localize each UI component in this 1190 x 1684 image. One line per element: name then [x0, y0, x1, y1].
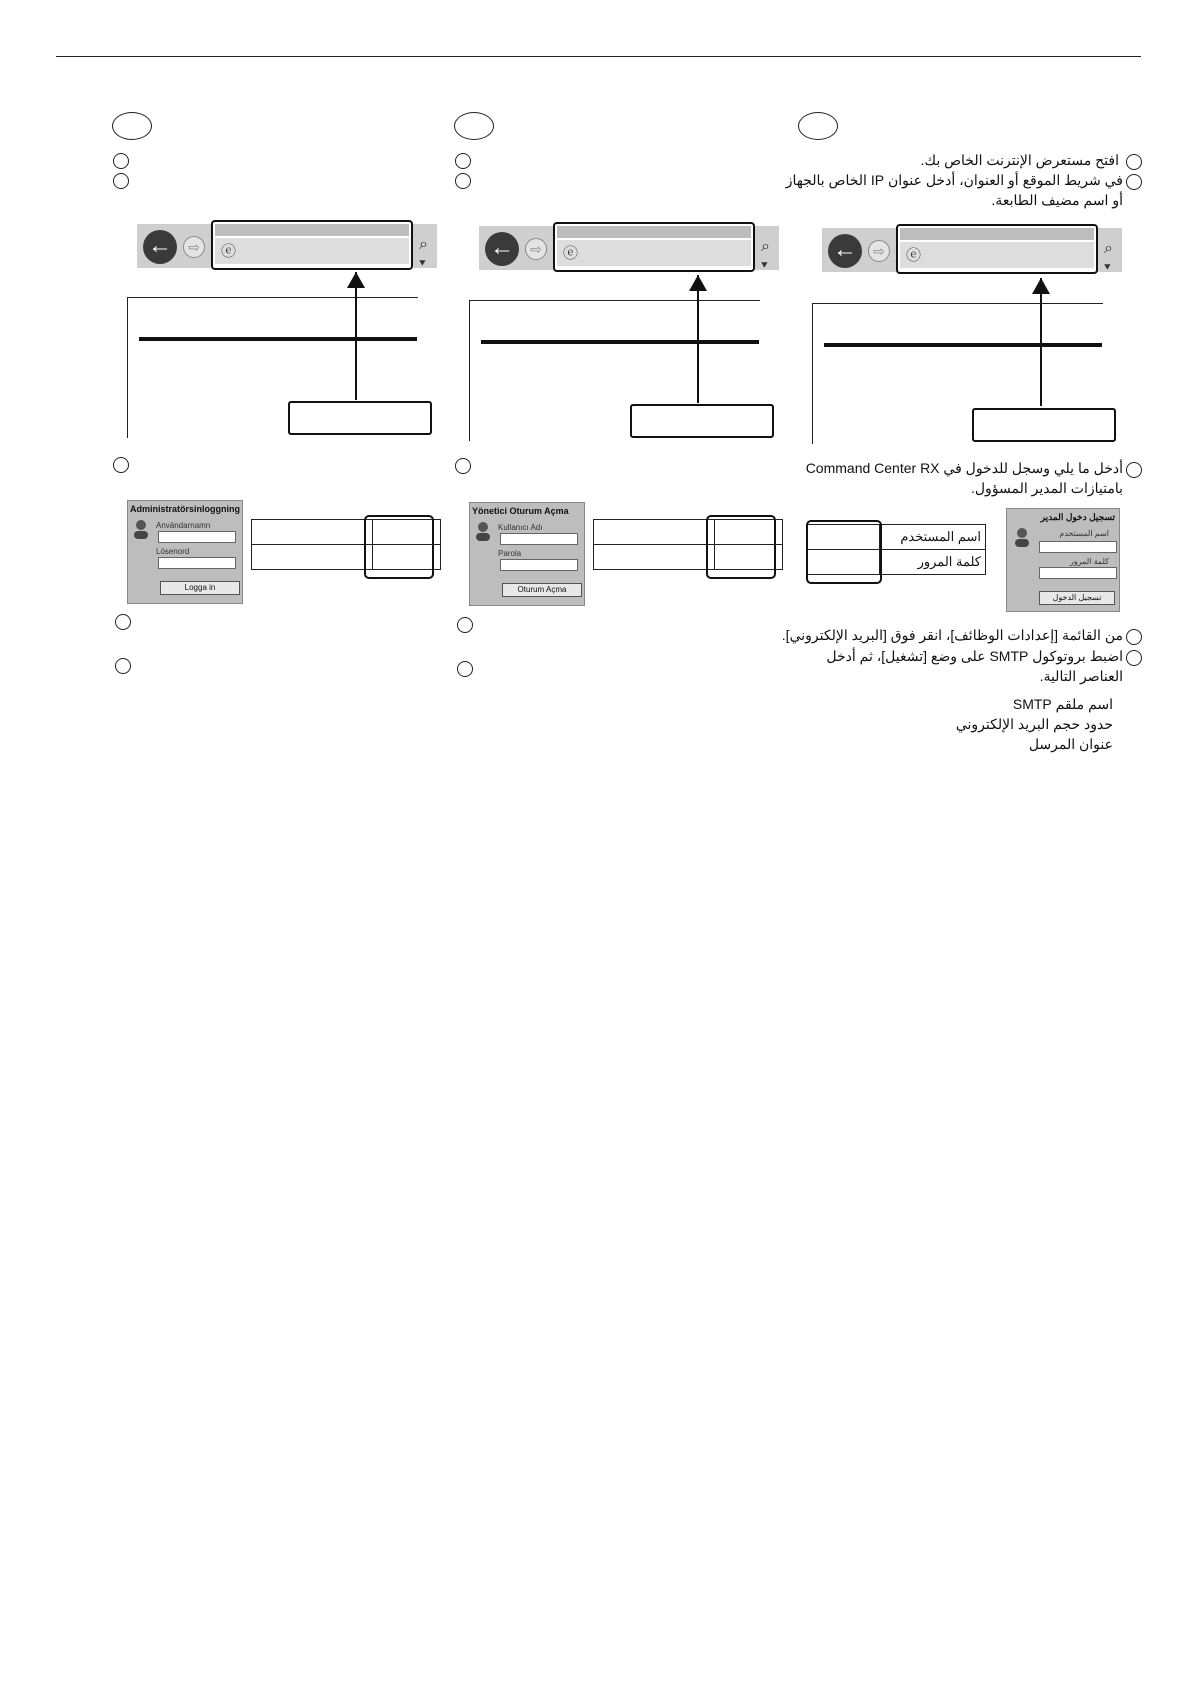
list-item: عنوان المرسل: [1028, 736, 1113, 752]
back-icon[interactable]: ←: [485, 232, 519, 266]
back-icon[interactable]: ←: [143, 230, 177, 264]
step-5-text: اضبط بروتوكول SMTP على وضع [تشغيل]، ثم أدخل: [826, 648, 1123, 664]
step-3-text-cont: بامتيازات المدير المسؤول.: [971, 480, 1123, 496]
password-label: Lösenord: [156, 547, 190, 556]
step-marker-3: [1126, 462, 1142, 478]
password-label: Parola: [498, 549, 522, 558]
step-marker-2: [455, 173, 471, 189]
step-2-text-cont: أو اسم مضيف الطابعة.: [991, 192, 1123, 208]
step-marker-4: [1126, 629, 1142, 645]
user-avatar-icon: [132, 519, 150, 539]
step-marker-1: [113, 153, 129, 169]
pointer-arrowhead: [347, 272, 365, 288]
username-input[interactable]: [500, 533, 578, 545]
search-icon[interactable]: ⌕ ▾: [419, 236, 428, 271]
address-field[interactable]: [896, 224, 1098, 274]
step-marker-2: [113, 173, 129, 189]
pointer-arrowhead: [689, 275, 707, 291]
forward-icon[interactable]: ⇨: [525, 238, 547, 260]
forward-icon[interactable]: ⇨: [868, 240, 890, 262]
admin-login-panel: [1006, 508, 1120, 612]
credentials-highlight: [364, 515, 434, 579]
password-input[interactable]: [500, 559, 578, 571]
site-icon: ⓔ: [906, 247, 922, 264]
column-turkish: [452, 112, 782, 762]
back-icon[interactable]: ←: [828, 234, 862, 268]
step-marker-5: [115, 658, 131, 674]
language-badge: [112, 112, 152, 140]
ip-address-callout: [972, 408, 1116, 442]
header-rule: [56, 56, 1141, 57]
login-button[interactable]: تسجيل الدخول: [1039, 591, 1115, 605]
browser-address-bar: [822, 228, 1122, 275]
search-icon[interactable]: ⌕ ▾: [1104, 240, 1113, 275]
table-username-label: اسم المستخدم: [880, 525, 986, 550]
step-5-text-cont: العناصر التالية.: [1039, 668, 1123, 684]
username-input[interactable]: [158, 531, 236, 543]
ip-address-callout: [630, 404, 774, 438]
step-marker-1: [1126, 154, 1142, 170]
address-field[interactable]: [211, 220, 413, 270]
divider: [481, 340, 759, 344]
step-3-text: أدخل ما يلي وسجل للدخول في Command Center RX: [805, 460, 1123, 476]
username-label: Användarnamn: [156, 521, 211, 530]
pointer-arrowhead: [1032, 278, 1050, 294]
address-field[interactable]: [553, 222, 755, 272]
step-marker-3: [113, 457, 129, 473]
user-avatar-icon: [1013, 527, 1031, 547]
credentials-highlight: [706, 515, 776, 579]
login-button[interactable]: Oturum Açma: [502, 583, 582, 597]
list-item: حدود حجم البريد الإلكتروني: [955, 716, 1113, 732]
password-input[interactable]: [1039, 567, 1117, 579]
step-1-text: افتح مستعرض الإنترنت الخاص بك.: [920, 152, 1119, 168]
step-2-text: في شريط الموقع أو العنوان، أدخل عنوان IP الخاص بالجهاز: [785, 172, 1123, 188]
step-marker-4: [115, 614, 131, 630]
pointer-arrow: [1040, 278, 1042, 406]
list-item: اسم ملقم SMTP: [1012, 696, 1113, 712]
step-marker-3: [455, 458, 471, 474]
site-icon: ⓔ: [563, 245, 579, 262]
step-4-text: من القائمة [إعدادات الوظائف]، انقر فوق [البريد الإلكتروني].: [781, 627, 1123, 643]
user-avatar-icon: [474, 521, 492, 541]
browser-address-bar: [479, 226, 779, 273]
login-button[interactable]: Logga in: [160, 581, 240, 595]
password-input[interactable]: [158, 557, 236, 569]
admin-login-panel: [127, 500, 243, 604]
table-password-label: كلمة المرور: [880, 550, 986, 575]
site-icon: ⓔ: [221, 243, 237, 260]
step-marker-1: [455, 153, 471, 169]
step-marker-4: [457, 617, 473, 633]
step-marker-2: [1126, 174, 1142, 190]
divider: [139, 337, 417, 341]
divider: [824, 343, 1102, 347]
column-arabic: [781, 112, 1143, 762]
language-badge: [454, 112, 494, 140]
username-label: اسم المستخدم: [1059, 529, 1109, 538]
step-marker-5: [457, 661, 473, 677]
column-swedish: [110, 112, 440, 762]
forward-icon[interactable]: ⇨: [183, 236, 205, 258]
login-title: تسجيل دخول المدير: [1040, 512, 1115, 522]
username-input[interactable]: [1039, 541, 1117, 553]
browser-address-bar: [137, 224, 437, 271]
admin-login-panel: [469, 502, 585, 606]
login-title: Administratörsinloggning: [130, 504, 240, 514]
credentials-highlight: [806, 520, 882, 584]
search-icon[interactable]: ⌕ ▾: [761, 238, 770, 273]
login-title: Yönetici Oturum Açma: [472, 506, 569, 516]
pointer-arrow: [697, 275, 699, 403]
ip-address-callout: [288, 401, 432, 435]
pointer-arrow: [355, 272, 357, 400]
step-marker-5: [1126, 650, 1142, 666]
password-label: كلمة المرور: [1069, 557, 1109, 566]
username-label: Kullanıcı Adı: [498, 523, 543, 532]
language-badge: [798, 112, 838, 140]
